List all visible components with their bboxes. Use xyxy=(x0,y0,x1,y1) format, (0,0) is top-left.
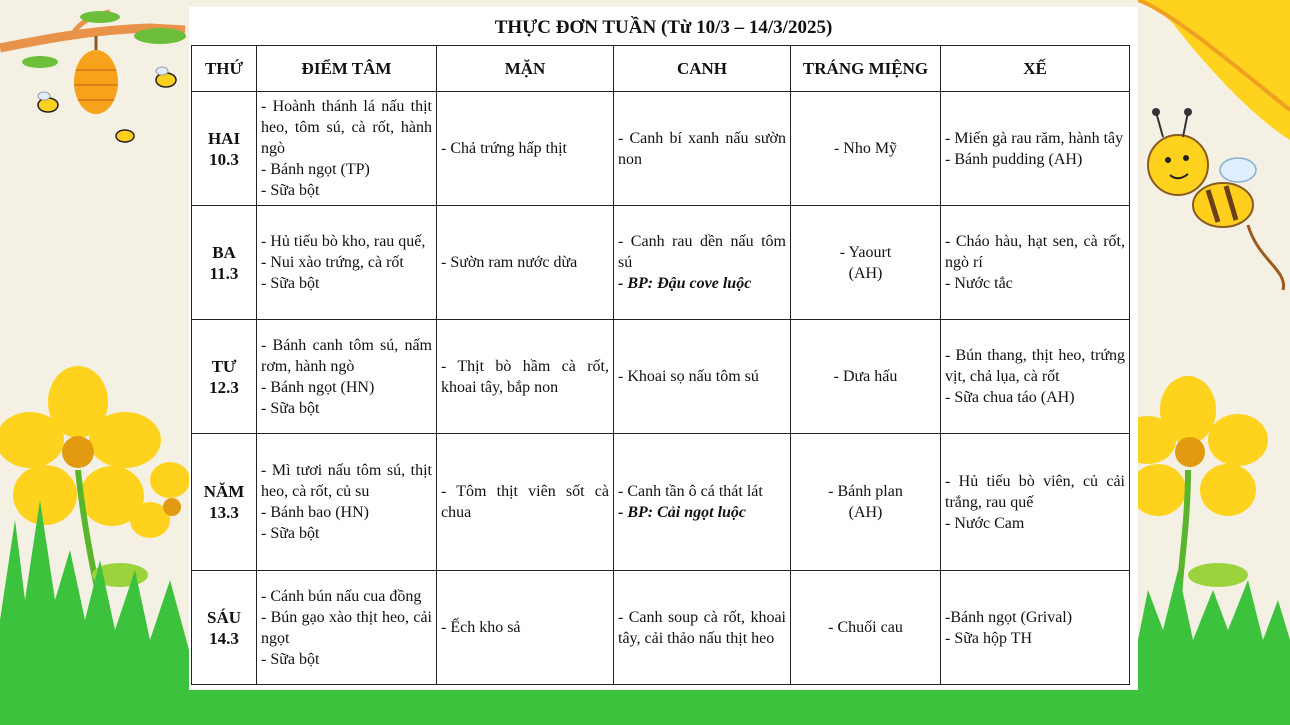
menu-item: - Bánh pudding (AH) xyxy=(945,150,1083,168)
dessert-cell xyxy=(791,434,941,571)
menu-item: - Cháo hàu, hạt sen, cà rốt, ngò rí xyxy=(945,233,1125,271)
menu-item: - Nước tắc xyxy=(945,275,1013,292)
day-date: 11.3 xyxy=(209,263,239,283)
menu-item: (AH) xyxy=(848,264,883,282)
menu-item: - Chuối cau xyxy=(828,619,903,636)
menu-item: - Sữa chua táo (AH) xyxy=(945,389,1075,406)
menu-item: - Hủ tiếu bò kho, rau quế, xyxy=(261,233,426,250)
bee-icon xyxy=(1148,108,1284,290)
menu-item: - Miến gà rau răm, hành tây xyxy=(945,129,1124,147)
header-day: THỨ xyxy=(192,46,257,92)
table-row xyxy=(192,434,1130,571)
menu-item: - Sữa bột xyxy=(261,525,320,542)
day-cell xyxy=(192,571,257,685)
menu-item: - Canh soup cà rốt, khoai tây, cải thảo nấu thịt heo xyxy=(618,608,786,647)
menu-item: - Thịt bò hầm cà rốt, khoai tây, bắp non xyxy=(441,357,609,396)
dessert-cell xyxy=(791,320,941,434)
menu-item: - Bánh ngọt (HN) xyxy=(261,378,375,396)
day-name: HAI xyxy=(207,128,241,148)
day-cell xyxy=(192,434,257,571)
soup-cell xyxy=(614,320,791,434)
header-row xyxy=(192,46,1130,92)
day-cell xyxy=(192,206,257,320)
day-date: 10.3 xyxy=(209,149,239,169)
main-dish-cell xyxy=(437,92,614,206)
menu-item: - Bánh ngọt (TP) xyxy=(261,161,370,178)
day-name: SÁU xyxy=(206,607,241,627)
boiled-vegetable-note: - BP: Cải ngọt luộc xyxy=(618,504,747,521)
menu-item: - Dưa hấu xyxy=(833,368,898,385)
menu-item: - Sữa bột xyxy=(261,275,320,292)
snack-cell xyxy=(941,206,1130,320)
header-soup: CANH xyxy=(614,46,791,92)
page-title: THỰC ĐƠN TUẦN (Từ 10/3 – 14/3/2025) xyxy=(494,17,833,38)
menu-item: - Nui xào trứng, cà rốt xyxy=(261,254,404,271)
menu-item: - Khoai sọ nấu tôm sú xyxy=(618,368,759,385)
menu-item: - Bún gạo xào thịt heo, cải ngọt xyxy=(261,608,432,647)
breakfast-cell xyxy=(257,92,437,206)
breakfast-cell xyxy=(257,206,437,320)
day-date: 14.3 xyxy=(209,628,239,648)
menu-item: - Tôm thịt viên sốt cà chua xyxy=(441,483,609,521)
menu-item: - Bánh canh tôm sú, nấm rơm, hành ngò xyxy=(261,336,432,375)
menu-item: - Sữa hộp TH xyxy=(945,629,1033,647)
menu-item: -Bánh ngọt (Grival) xyxy=(945,608,1073,626)
main-dish-cell xyxy=(437,206,614,320)
menu-item: - Cánh bún nấu cua đồng xyxy=(261,587,422,605)
soup-cell xyxy=(614,571,791,685)
menu-item: - Sữa bột xyxy=(261,399,320,417)
table-row xyxy=(192,92,1130,206)
header-breakfast: ĐIỂM TÂM xyxy=(257,46,437,92)
day-name: NĂM xyxy=(203,482,245,501)
main-dish-cell xyxy=(437,571,614,685)
snack-cell xyxy=(941,320,1130,434)
snack-cell xyxy=(941,571,1130,685)
day-name: TƯ xyxy=(211,356,237,376)
day-date: 12.3 xyxy=(209,377,239,397)
menu-item: - Mì tươi nấu tôm sú, thịt heo, cà rốt, củ su xyxy=(261,462,432,500)
day-cell xyxy=(192,320,257,434)
header-dessert: TRÁNG MIỆNG xyxy=(791,46,941,92)
main-dish-cell xyxy=(437,434,614,571)
menu-item: - Canh tần ô cá thát lát xyxy=(618,483,763,500)
menu-item: - Bún thang, thịt heo, trứng vịt, chả lụa, cà rốt xyxy=(945,347,1125,385)
day-cell xyxy=(192,92,257,206)
menu-item: - Canh bí xanh nấu sườn non xyxy=(618,129,786,168)
menu-item: - Sườn ram nước dừa xyxy=(441,254,578,271)
menu-sheet xyxy=(189,7,1138,690)
soup-cell xyxy=(614,92,791,206)
snack-cell xyxy=(941,434,1130,571)
dessert-cell xyxy=(791,571,941,685)
day-date: 13.3 xyxy=(209,503,239,522)
snack-cell xyxy=(941,92,1130,206)
breakfast-cell xyxy=(257,320,437,434)
weekly-menu-table xyxy=(191,45,1130,685)
menu-item: - Sữa bột xyxy=(261,182,320,199)
breakfast-cell xyxy=(257,571,437,685)
soup-cell xyxy=(614,434,791,571)
table-row xyxy=(192,206,1130,320)
menu-item: (AH) xyxy=(848,504,883,521)
menu-item: - Canh rau dền nấu tôm sú xyxy=(618,233,786,271)
main-dish-cell xyxy=(437,320,614,434)
soup-cell xyxy=(614,206,791,320)
menu-item: - Ếch kho sả xyxy=(441,619,521,636)
menu-item: - Bánh bao (HN) xyxy=(261,504,369,521)
breakfast-cell xyxy=(257,434,437,571)
menu-item: - Bánh plan xyxy=(828,483,903,500)
sun-icon xyxy=(1138,0,1290,140)
dessert-cell xyxy=(791,206,941,320)
menu-item: - Hoành thánh lá nấu thịt heo, tôm sú, cà rốt, hành ngò xyxy=(261,98,432,157)
left-decoration xyxy=(0,0,189,725)
menu-item: - Hủ tiếu bò viên, củ cải trắng, rau quế xyxy=(945,472,1125,511)
menu-item: - Sữa bột xyxy=(261,650,320,668)
header-afternoon-snack: XẾ xyxy=(941,46,1130,92)
menu-item: - Nho Mỹ xyxy=(833,140,898,157)
menu-item: - Nước Cam xyxy=(945,514,1025,532)
beehive-icon xyxy=(74,36,118,114)
header-main-dish: MẶN xyxy=(437,46,614,92)
day-name: BA xyxy=(212,242,236,262)
table-row xyxy=(192,571,1130,685)
table-row xyxy=(192,320,1130,434)
dessert-cell xyxy=(791,92,941,206)
menu-item: - Yaourt xyxy=(839,243,892,261)
menu-item: - Chả trứng hấp thịt xyxy=(441,140,567,157)
right-decoration xyxy=(1138,0,1290,725)
boiled-vegetable-note: - BP: Đậu cove luộc xyxy=(618,275,752,292)
